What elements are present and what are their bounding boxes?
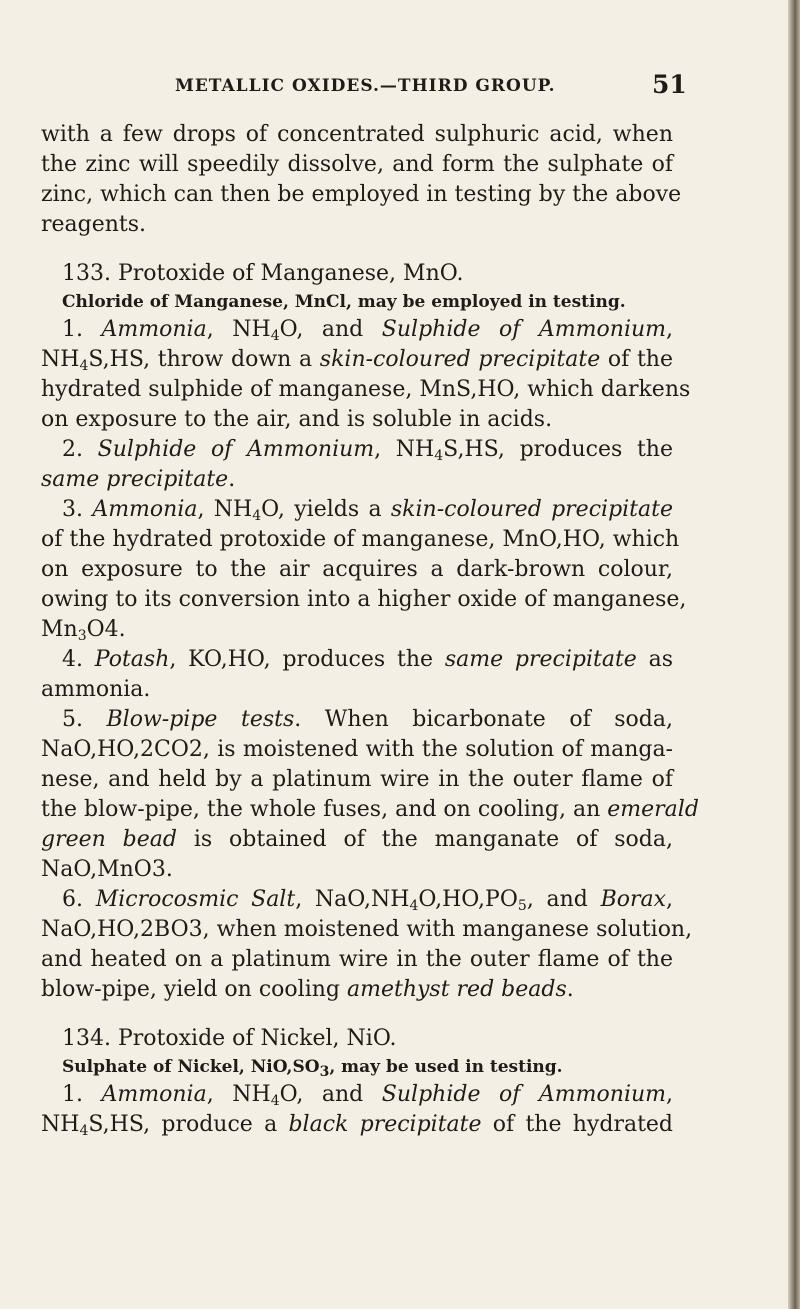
text-line: $NH_4S,HS$, throw down a skin-coloured precipitate of the [41,347,673,374]
running-head-title: METALLIC OXIDES.—THIRD GROUP. [175,76,556,96]
text-line: $NH_4S,HS$, produce a black precipitate of the hydrated [41,1112,674,1139]
text-line: and heated on a platinum wire in the outer flame of the [41,947,673,972]
text-line: ammonia. [41,677,151,702]
text-line: 3. Ammonia, $NH_4O$, yields a skin-coloured precipitate [62,497,673,524]
text-line: same precipitate. [41,467,236,492]
text-line: on exposure to the air, and is soluble in acids. [41,407,553,432]
text-line: with a few drops of concentrated sulphuric acid, when [41,122,673,147]
page-number: 51 [652,70,687,99]
text-line: nese, and held by a platinum wire in the outer flame of [41,767,673,792]
body-text [41,120,699,1140]
text-line: reagents. [41,212,147,237]
section-heading-133: 133. Protoxide of Manganese, MnO. [62,261,464,286]
page-edge [788,0,800,1309]
text-line: zinc, which can then be employed in testing by the above [41,182,682,207]
text-line: blow-pipe, yield on cooling amethyst red beads. [41,977,574,1002]
text-line: owing to its conversion into a higher oxide of manganese, [41,587,687,612]
text-line: on exposure to the air acquires a dark-brown colour, [41,557,673,582]
section-note-133: Chloride of Manganese, MnCl, may be employed in testing. [62,292,626,312]
running-head [0,66,790,106]
text-line: green bead is obtained of the manganate of soda, [41,827,673,852]
section-heading-134: 134. Protoxide of Nickel, NiO. [62,1026,397,1051]
text-line: 1. Ammonia, $NH_4O$, and Sulphide of Ammonium, [62,317,674,344]
text-line: $Mn_3O4$. [41,617,126,644]
text-line: 6. Microcosmic Salt, $NaO,NH_4O,HO,PO_5$, and Borax, [62,887,674,914]
text-line: the zinc will speedily dissolve, and form the sulphate of [41,152,673,177]
text-line: hydrated sulphide of manganese, MnS,HO, which darkens [41,377,691,402]
text-line: 5. Blow-pipe tests. When bicarbonate of soda, [62,707,673,732]
text-line: the blow-pipe, the whole fuses, and on cooling, an emerald [41,797,699,822]
text-line: NaO,MnO3. [41,857,173,882]
text-line: 4. Potash, KO,HO, produces the same precipitate as [62,647,674,672]
text-line: of the hydrated protoxide of manganese, MnO,HO, which [41,527,680,552]
text-line: NaO,HO,2BO3, when moistened with manganese solution, [41,917,693,942]
text-line: 1. Ammonia, $NH_4O$, and Sulphide of Ammonium, [62,1082,674,1109]
text-line: NaO,HO,2CO2, is moistened with the solution of manga- [41,737,673,762]
section-note-134: Sulphate of Nickel, $NiO,SO_3$, may be used in testing. [62,1057,563,1080]
text-line: 2. Sulphide of Ammonium, $NH_4S,HS$, produces the [62,437,673,464]
